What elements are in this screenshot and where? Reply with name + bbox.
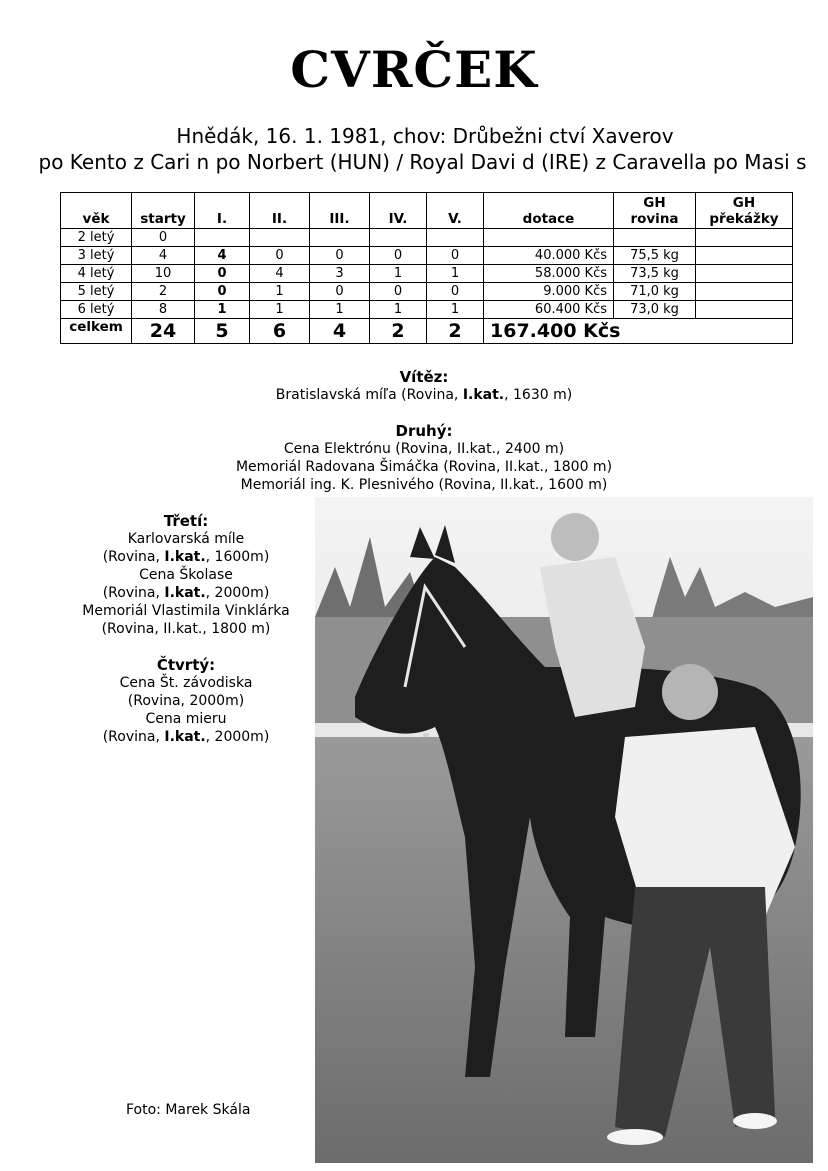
starts-cell: 2 — [132, 283, 195, 301]
second-cell: 1 — [250, 301, 310, 319]
second-cell — [250, 229, 310, 247]
race-text: , 1630 m) — [504, 387, 573, 403]
race-category: I.kat. — [164, 549, 206, 565]
total-label: celkem — [61, 319, 132, 344]
race-text: Bratislavská míľa (Rovina, — [275, 387, 463, 403]
third-cell — [310, 229, 370, 247]
race-category: I.kat. — [462, 387, 505, 403]
gh-jump-cell — [696, 265, 793, 283]
col-starts: starty — [132, 193, 195, 229]
winner-section — [0, 368, 828, 404]
age-cell: 2 letý — [61, 229, 132, 247]
col-age: věk — [61, 193, 132, 229]
fifth-cell — [427, 229, 484, 247]
horse-jockey-photo — [315, 497, 813, 1163]
fourth-heading: Čtvrtý: — [156, 656, 216, 674]
prize-cell: 60.400 Kčs — [484, 301, 614, 319]
fourth-cell: 1 — [370, 265, 427, 283]
fifth-cell: 0 — [427, 283, 484, 301]
table-header-row — [61, 193, 793, 229]
first-cell: 0 — [195, 283, 250, 301]
race-name: Karlovarská míle — [127, 531, 245, 547]
col-fifth: V. — [427, 193, 484, 229]
second-heading: Druhý: — [395, 422, 453, 440]
race-text: , 1600m) — [205, 549, 270, 565]
fifth-cell: 1 — [427, 301, 484, 319]
age-cell: 5 letý — [61, 283, 132, 301]
gh-flat-cell: 73,0 kg — [614, 301, 696, 319]
col-prize: dotace — [484, 193, 614, 229]
age-cell: 4 letý — [61, 265, 132, 283]
race-item: Cena Elektrónu (Rovina, II.kat., 2400 m) — [283, 441, 565, 457]
total-third: 4 — [310, 319, 370, 344]
col-third: III. — [310, 193, 370, 229]
prize-cell: 58.000 Kčs — [484, 265, 614, 283]
gh-flat-cell: 73,5 kg — [614, 265, 696, 283]
fifth-cell: 1 — [427, 265, 484, 283]
table-row — [61, 283, 793, 301]
second-cell: 1 — [250, 283, 310, 301]
fifth-cell: 0 — [427, 247, 484, 265]
prize-cell: 9.000 Kčs — [484, 283, 614, 301]
race-record-table — [60, 192, 793, 344]
table-row — [61, 265, 793, 283]
total-first: 5 — [195, 319, 250, 344]
gh-jump-cell — [696, 301, 793, 319]
race-text: , 2000m) — [205, 729, 270, 745]
total-fourth: 2 — [370, 319, 427, 344]
race-category: I.kat. — [164, 729, 206, 745]
gh-flat-cell — [614, 229, 696, 247]
race-name: Cena mieru — [145, 711, 227, 727]
third-heading: Třetí: — [163, 512, 209, 530]
table-row — [61, 229, 793, 247]
first-cell — [195, 229, 250, 247]
first-cell: 1 — [195, 301, 250, 319]
total-fifth: 2 — [427, 319, 484, 344]
col-second: II. — [250, 193, 310, 229]
race-item: Memoriál Radovana Šimáčka (Rovina, II.kat., 1800 m) — [235, 459, 613, 475]
fourth-cell: 1 — [370, 301, 427, 319]
first-cell: 4 — [195, 247, 250, 265]
age-cell: 6 letý — [61, 301, 132, 319]
race-detail: (Rovina, 2000m) — [127, 693, 245, 709]
age-cell: 3 letý — [61, 247, 132, 265]
total-starts: 24 — [132, 319, 195, 344]
second-cell: 0 — [250, 247, 310, 265]
third-cell: 1 — [310, 301, 370, 319]
gh-flat-cell: 75,5 kg — [614, 247, 696, 265]
second-cell: 4 — [250, 265, 310, 283]
race-name: Cena Školase — [139, 567, 233, 583]
race-text: , 2000m) — [205, 585, 270, 601]
third-cell: 3 — [310, 265, 370, 283]
table-row — [61, 301, 793, 319]
horse-name-title: CVRČEK — [290, 40, 538, 99]
winner-race — [0, 386, 828, 404]
fourth-section — [60, 656, 312, 746]
race-detail: (Rovina, II.kat., 1800 m) — [101, 621, 271, 637]
race-text: (Rovina, — [102, 585, 165, 601]
starts-cell: 8 — [132, 301, 195, 319]
fourth-cell: 0 — [370, 283, 427, 301]
race-detail — [60, 584, 312, 602]
winner-heading: Vítěz: — [399, 368, 449, 386]
gh-jump-cell — [696, 247, 793, 265]
third-cell: 0 — [310, 247, 370, 265]
col-fourth: IV. — [370, 193, 427, 229]
second-section — [0, 422, 828, 494]
col-gh-flat: GH rovina — [614, 193, 696, 229]
race-category: I.kat. — [164, 585, 206, 601]
third-section — [60, 512, 312, 638]
horse-details: Hnědák, 16. 1. 1981, chov: Drůbežni ctví Xaverov — [176, 124, 674, 148]
fourth-cell: 0 — [370, 247, 427, 265]
total-second: 6 — [250, 319, 310, 344]
photo-credit: Foto: Marek Skála — [126, 1102, 251, 1118]
col-gh-jump: GH překážky — [696, 193, 793, 229]
starts-cell: 10 — [132, 265, 195, 283]
prize-cell: 40.000 Kčs — [484, 247, 614, 265]
total-row — [61, 319, 793, 344]
race-text: (Rovina, — [102, 549, 165, 565]
race-name: Memoriál Vlastimila Vinklárka — [82, 603, 290, 619]
race-item: Memoriál ing. K. Plesnivého (Rovina, II.kat., 1600 m) — [240, 477, 608, 493]
race-text: (Rovina, — [102, 729, 165, 745]
starts-cell: 4 — [132, 247, 195, 265]
table-row — [61, 247, 793, 265]
gh-jump-cell — [696, 229, 793, 247]
starts-cell: 0 — [132, 229, 195, 247]
first-cell: 0 — [195, 265, 250, 283]
fourth-cell — [370, 229, 427, 247]
race-detail — [60, 728, 312, 746]
third-cell: 0 — [310, 283, 370, 301]
col-first: I. — [195, 193, 250, 229]
race-name: Cena Št. závodiska — [119, 675, 253, 691]
gh-flat-cell: 71,0 kg — [614, 283, 696, 301]
gh-jump-cell — [696, 283, 793, 301]
prize-cell — [484, 229, 614, 247]
total-prize: 167.400 Kčs — [484, 319, 793, 344]
pedigree-line: po Kento z Cari n po Norbert (HUN) / Royal Davi d (IRE) z Caravella po Masi s — [38, 150, 807, 174]
race-detail — [60, 548, 312, 566]
